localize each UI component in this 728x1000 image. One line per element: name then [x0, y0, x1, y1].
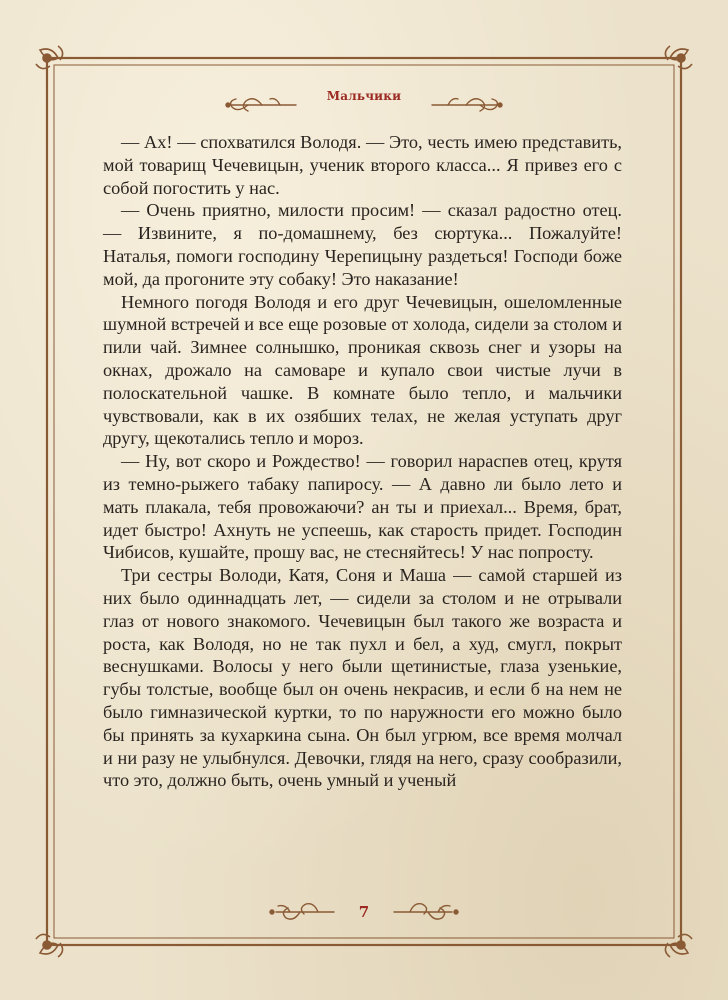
body-text — [103, 131, 622, 792]
running-title: Мальчики — [326, 89, 402, 103]
corner-ornament-top-left — [36, 46, 64, 75]
paragraph: Немного погодя Володя и его друг Чечевицын, ошеломленные шумной встречей и все еще розовые от холода, сидели за столом и пили чай. Зимнее солнышко, проникая сквозь снег и узоры на окнах, дрожало на самоваре и купало свои чистые лучи в полоскательной чашке. В комнате было тепло, и мальчики чувствовали, как в их озябших телах, не желая уступать друг другу, щекотались тепло и мороз. — [103, 291, 622, 449]
page-number: 7 — [358, 903, 370, 921]
paragraph: Три сестры Володи, Катя, Соня и Маша — самой старшей из них было одиннадцать лет, — сидели за столом и не отрывали глаз от нового знакомого. Чечевицын был такого же возраста и роста, как Володя, но не так пухл и бел, а худ, смугл, покрыт веснушками. Волосы у него были щетинистые, глаза узенькие, губы толстые, вообще был он очень некрасив, и если б на нем не было гимназической куртки, то по наружности его можно было бы принять за кухаркина сына. Он был угрюм, все время молчал и ни разу не улыбнулся. Девочки, глядя на него, сразу сообразили, что это, должно быть, очень умный и ученый — [103, 565, 622, 791]
paragraph: — Ну, вот скоро и Рождество! — говорил нараспев отец, крутя из темно-рыжего табаку папиросу. — А давно ли было лето и мать плакала, тебя провожаючи? ан ты и приехал... Время, брат, идет быстро! Ахнуть не успеешь, как старость придет. Господин Чибисов, кушайте, прошу вас, не стесняйтесь! У нас попросту. — [103, 451, 622, 563]
paragraph: — Ах! — спохватился Володя. — Это, честь имею представить, мой товарищ Чечевицын, ученик второго класса... Я привез его с собой погостить у нас. — [103, 132, 622, 198]
paragraph: — Очень приятно, милости просим! — сказал радостно отец. — Извините, я по-домашнему, без сюртука... Пожалуйте! Наталья, помоги господину Черепицыну раздеться! Господи боже мой, да прогоните эту собаку! Это наказание! — [103, 200, 622, 289]
